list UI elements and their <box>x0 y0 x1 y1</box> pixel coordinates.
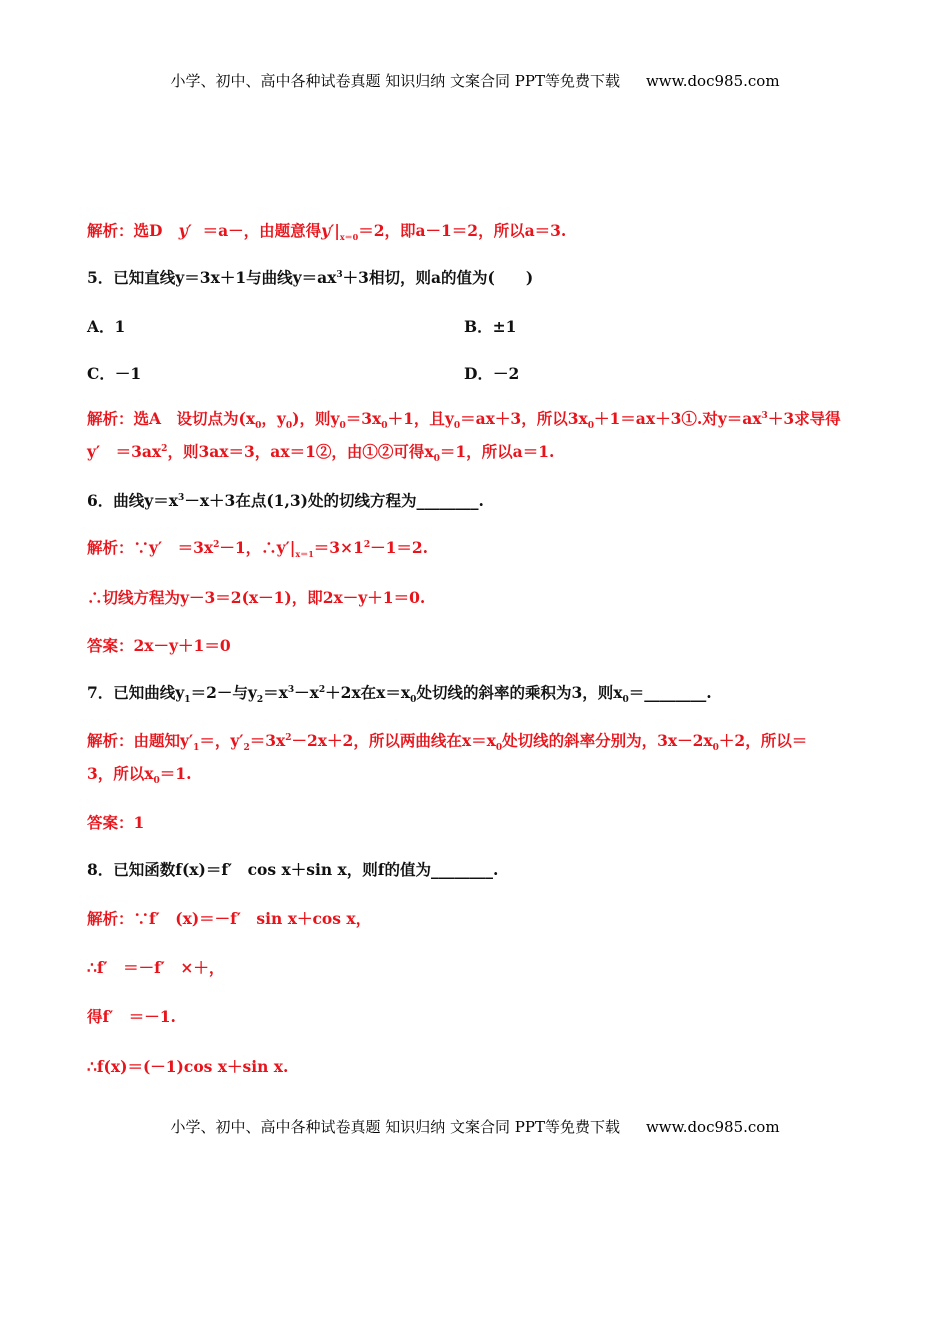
q6-stem: 6．曲线$y=x^3-x+3$在点(1,3)处的切线方程为________. <box>87 491 484 510</box>
q4-analysis: 解析：选D y′ ＝a－，由题意得$y'|_{x=0}=2$，即a－1＝2，所以a＝3. <box>87 221 567 243</box>
q5-option-a: A．1 <box>87 317 126 336</box>
q8-stem: 8．已知函数f(x)＝f′ cos x＋sin x，则f的值为________. <box>87 860 499 879</box>
q5-option-b: B．±1 <box>464 317 517 336</box>
q8-analysis-line4: ∴f(x)＝(－1)cos x＋sin x. <box>87 1057 289 1076</box>
page-footer <box>0 1116 950 1137</box>
page-header <box>0 70 950 91</box>
q6-answer: 答案：2x－y＋1＝0 <box>87 636 231 655</box>
q5-analysis-line1: 解析：选A 设切点为($x_0$，$y_0$)，则$y_0=3x_0+1$，且$y_0=ax+3$，所以$3x_0+1=ax+3①$.对$y=ax^3+3$求导得 <box>87 409 841 432</box>
q6-analysis-line2: ∴切线方程为y－3＝2(x－1)，即2x－y＋1＝0. <box>87 588 426 607</box>
q8-analysis-line3: 得f′ ＝－1. <box>87 1007 176 1026</box>
q8-analysis-line1: 解析：∵f′ (x)＝－f′ sin x＋cos x， <box>87 909 372 928</box>
q5-option-c: C．－1 <box>87 364 142 383</box>
q8-analysis-line2: ∴f′ ＝－f′ ×＋， <box>87 958 225 977</box>
header-text: 小学、初中、高中各种试卷真题 知识归纳 文案合同 PPT等免费下载 <box>170 72 620 90</box>
q5-option-d: D．－2 <box>464 364 520 383</box>
header-url[interactable]: www.doc985.com <box>645 72 780 90</box>
q5-analysis-line2: y′ $=3ax^2$，则3ax＝3，ax＝1②，由①②可得$x_0=1$，所以a＝1. <box>87 442 555 465</box>
q7-analysis-line1: 解析：由题知$y'_1=$，$y'_2=3x^2-2x+2$，所以两曲线在$x=x_0$处切线的斜率分别为，$3x-2x_0+2$，所以＝ <box>87 731 808 754</box>
q7-stem: 7．已知曲线$y_1=2-$与$y_2=x^3-x^2+2x$在$x=x_0$处切线的斜率的乘积为3，则$x_0=\_\_\_\_\_\_\_\_$. <box>87 683 712 706</box>
q7-analysis-line2: 3，所以$x_0=1$. <box>87 764 192 787</box>
q6-analysis-line1: 解析：∵y′ $=3x^2-1$，$\therefore y'|_{x=1}=3\times 1^2-1=2$. <box>87 538 429 560</box>
footer-text: 小学、初中、高中各种试卷真题 知识归纳 文案合同 PPT等免费下载 <box>170 1118 620 1136</box>
q7-answer: 答案：1 <box>87 813 145 832</box>
footer-url[interactable]: www.doc985.com <box>645 1118 780 1136</box>
q5-stem: 5．已知直线y＝3x＋1与曲线$y=ax^3+3$相切，则a的值为( ) <box>87 268 534 287</box>
